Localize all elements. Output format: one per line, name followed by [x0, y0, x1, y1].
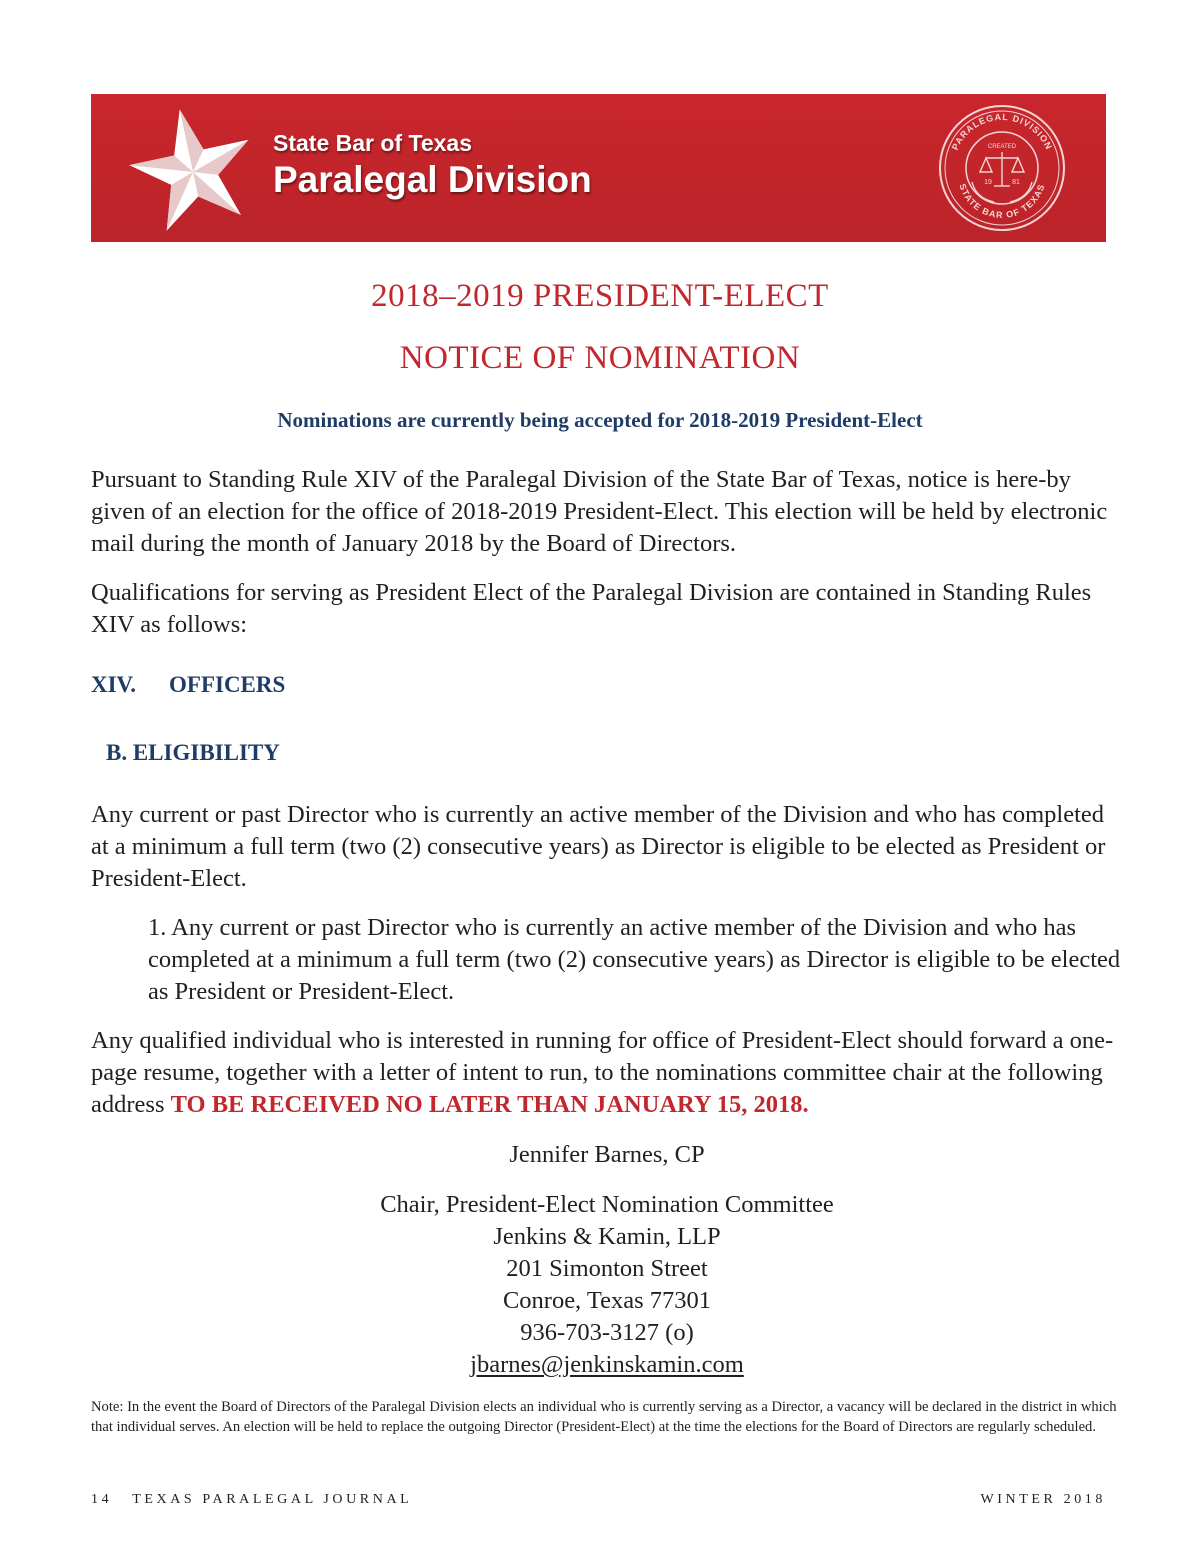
lone-star-icon	[121, 98, 261, 238]
page-number: 14	[91, 1492, 113, 1507]
svg-text:STATE BAR OF TEXAS: STATE BAR OF TEXAS	[957, 182, 1047, 221]
footer-left	[91, 1492, 412, 1508]
page-title: 2018–2019 PRESIDENT-ELECT	[371, 278, 829, 314]
header-banner	[91, 94, 1106, 242]
paragraph-submission	[91, 1025, 1126, 1121]
page-subtitle-notice: NOTICE OF NOMINATION	[399, 340, 801, 376]
submission-text: Any qualified individual who is interested in running for office of President-Elect should forward a one-page resume, together with a letter of intent to run, to the nominations committee chair at the following address	[91, 1027, 1114, 1118]
nominations-subtitle: Nominations are currently being accepted for 2018-2019 President-Elect	[277, 408, 923, 432]
footnote: Note: In the event the Board of Directors of the Paralegal Division elects an individual who is currently serving as a Director, a vacancy will be declared in the district in which that individual serves. An election will be held to replace the outgoing Director (President-Elect) at the time the elections for the Board of Directors are regularly scheduled.	[91, 1399, 1117, 1435]
svg-text:81: 81	[1012, 179, 1020, 186]
contact-email-link[interactable]: jbarnes@jenkinskamin.com	[470, 1351, 744, 1378]
contact-role: Chair, President-Elect Nomination Committee	[380, 1191, 834, 1218]
svg-text:19: 19	[984, 179, 992, 186]
section-number: XIV.	[91, 672, 136, 697]
paragraph-qualifications: Qualifications for serving as President Elect of the Paralegal Division are contained in Standing Rules XIV as follows:	[91, 579, 1092, 638]
contact-city: Conroe, Texas 77301	[502, 1287, 712, 1314]
paralegal-division-seal-icon	[936, 102, 1068, 234]
banner-line-state-bar: State Bar of Texas	[273, 130, 472, 156]
paragraph-eligibility: Any current or past Director who is currently an active member of the Division and who has completed at a minimum a full term (two (2) consecutive years) as Director is eligible to be elected as President or President-Elect.	[91, 801, 1106, 892]
issue-label: WINTER 2018	[980, 1492, 1106, 1507]
contact-street: 201 Simonton Street	[506, 1255, 708, 1282]
publication-name: TEXAS PARALEGAL JOURNAL	[132, 1492, 413, 1507]
banner-title	[273, 132, 592, 198]
subsection-eligibility: B. ELIGIBILITY	[106, 740, 280, 765]
svg-text:CREATED: CREATED	[987, 144, 1017, 150]
list-item-eligibility-1: 1. Any current or past Director who is currently an active member of the Division and who has completed at a minimum a full term (two (2) consecutive years) as Director is eligible to be elected as President or President-Elect.	[148, 914, 1121, 1005]
contact-phone: 936-703-3127 (o)	[520, 1319, 694, 1346]
section-title-officers: OFFICERS	[169, 672, 286, 697]
paragraph-standing-rule: Pursuant to Standing Rule XIV of the Paralegal Division of the State Bar of Texas, notice is here-by given of an election for the office of 2018-2019 President-Elect. This election will be held by electronic mail during the month of January 2018 by the Board of Directors.	[91, 466, 1108, 557]
deadline-text: TO BE RECEIVED NO LATER THAN JANUARY 15, 2018.	[170, 1091, 809, 1118]
svg-text:PARALEGAL DIVISION: PARALEGAL DIVISION	[949, 111, 1055, 152]
contact-firm: Jenkins & Kamin, LLP	[493, 1223, 721, 1250]
contact-name: Jennifer Barnes, CP	[509, 1141, 705, 1168]
banner-line-paralegal-division: Paralegal Division	[273, 159, 592, 200]
